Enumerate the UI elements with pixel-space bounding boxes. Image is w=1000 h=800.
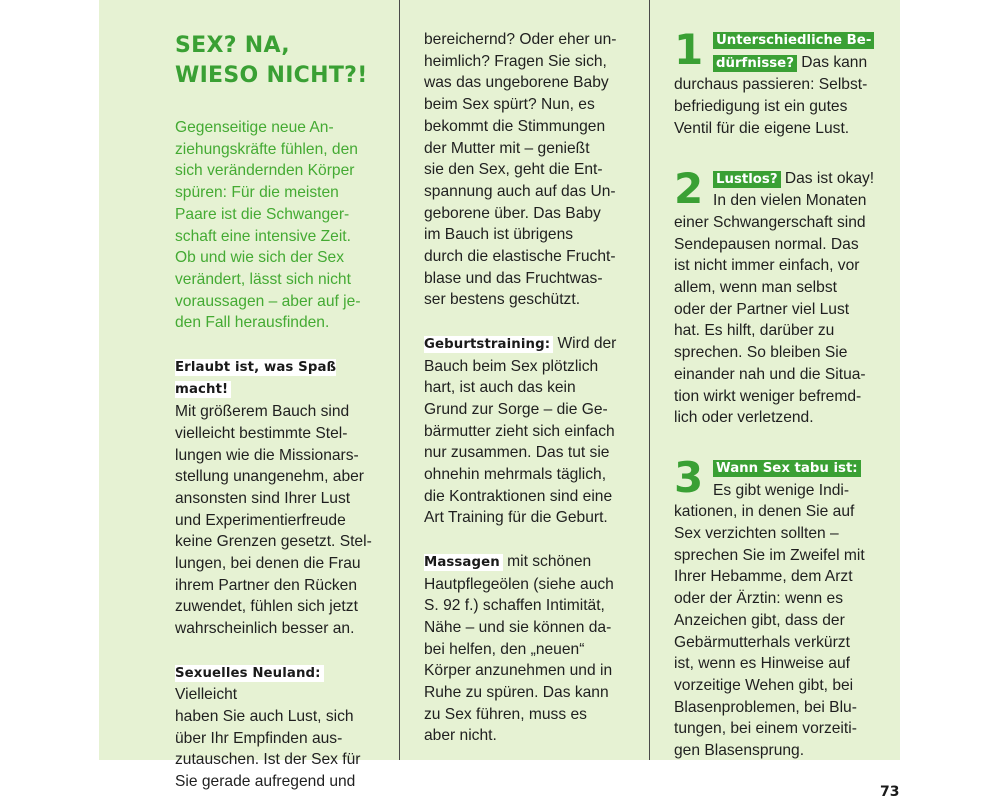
body-line: ansonsten sind Ihrer Lust [175, 489, 351, 507]
body-line: lungen wie die Missionars- [175, 446, 359, 464]
body-line: gen Blasensprung. [674, 742, 805, 760]
paragraph-heading-line [424, 333, 639, 356]
body-line: vorzeitige Wehen gibt, bei [674, 676, 854, 694]
title-line: SEX? NA, [175, 33, 290, 58]
section-label: Wann Sex tabu ist: [713, 460, 861, 477]
paragraph-label: Sexuelles Neuland: [175, 665, 324, 682]
body-line: bei helfen, den „neuen“ [424, 640, 585, 658]
body-line: ist nicht immer einfach, vor [674, 257, 860, 275]
body-line: stellung unangenehm, aber [175, 468, 364, 486]
section-label-line [674, 52, 884, 75]
column-1 [175, 0, 387, 793]
section-label: Lustlos? [713, 171, 781, 188]
body-line: kationen, in denen Sie auf [674, 503, 855, 521]
body-line: im Bauch ist übrigens [424, 226, 574, 244]
body-line: lich oder verletzend. [674, 409, 814, 427]
section-number: 1 [674, 25, 704, 74]
body-line: geborene über. Das Baby [424, 204, 601, 222]
body-line: Gebärmutterhals verkürzt [674, 633, 850, 651]
body-line: ihrem Partner den Rücken [175, 576, 358, 594]
body-line: keine Grenzen gesetzt. Stel- [175, 533, 372, 551]
body-line: Ventil für die eigene Lust. [674, 119, 850, 137]
body-line: der Mutter mit – genießt [424, 139, 590, 157]
body-line: die Kontraktionen sind eine [424, 487, 613, 505]
body-line: Ruhe zu spüren. Das kann [424, 684, 609, 702]
body-line: durchaus passieren: Selbst- [674, 76, 868, 94]
body-line: tungen, bei einem vorzeiti- [674, 720, 857, 738]
body-line: durch die elastische Frucht- [424, 248, 616, 266]
paragraph-label: Massagen [424, 554, 503, 571]
body-line: einander nah und die Situa- [674, 365, 866, 383]
body-text: Das ist okay! [780, 169, 875, 187]
intro-line: ziehungskräfte fühlen, den [175, 140, 358, 158]
paragraph-label: Erlaubt ist, was Spaß macht! [175, 359, 337, 398]
body-line: Blasenproblemen, bei Blu- [674, 698, 857, 716]
body-line: Körper anzunehmen und in [424, 662, 613, 680]
body-line: Anzeichen gibt, dass der [674, 611, 845, 629]
intro-line: spüren: Für die meisten [175, 184, 339, 202]
body-line: Bauch beim Sex plötzlich [424, 357, 599, 375]
paragraph-massagen [424, 551, 639, 747]
body-line: ohnehin mehrmals täglich, [424, 466, 607, 484]
body-line: allem, wenn man selbst [674, 279, 837, 297]
intro-line: voraussagen – aber auf je- [175, 292, 361, 310]
body-line: tion wirkt weniger befremd- [674, 387, 862, 405]
body-line: einer Schwangerschaft sind [674, 213, 866, 231]
body-line: hart, ist auch das kein [424, 379, 576, 397]
intro-paragraph [175, 117, 387, 334]
numbered-section-1 [674, 25, 884, 140]
intro-line: schaft eine intensive Zeit. [175, 227, 351, 245]
section-label-line [674, 168, 884, 191]
intro-line: Gegenseitige neue An- [175, 119, 334, 136]
numbered-section-2 [674, 163, 884, 429]
section-number: 2 [674, 163, 704, 213]
intro-line: sich verändernden Körper [175, 162, 355, 180]
body-line: oder der Partner viel Lust [674, 300, 850, 318]
body-line: S. 92 f.) schaffen Intimität, [424, 597, 605, 615]
body-line: nur zusammen. Das tut sie [424, 444, 610, 462]
body-line: blase und das Fruchtwas- [424, 269, 603, 287]
column-2 [424, 0, 639, 747]
paragraph-continuation [424, 29, 639, 311]
body-line: zuwendet, fühlen sich jetzt [175, 598, 358, 616]
body-line: Sendepausen normal. Das [674, 235, 859, 253]
body-line: befriedigung ist ein gutes [674, 98, 848, 116]
body-line: spannung auch auf das Un- [424, 182, 616, 200]
body-line: sie den Sex, geht die Ent- [424, 161, 603, 179]
section-label-line [674, 29, 884, 52]
page-number: 73 [880, 784, 900, 800]
section-label-line [674, 457, 884, 480]
body-line: was das ungeborene Baby [424, 74, 609, 92]
body-text: mit schönen [502, 552, 592, 570]
body-line: beim Sex spürt? Nun, es [424, 96, 595, 114]
paragraph-label: Geburtstraining: [424, 336, 553, 353]
intro-line: Ob und wie sich der Sex [175, 249, 345, 267]
body-line: heimlich? Fragen Sie sich, [424, 52, 607, 70]
body-line: zu Sex führen, muss es [424, 705, 587, 723]
paragraph-heading-line [175, 662, 387, 706]
section-number: 3 [674, 452, 704, 502]
body-line: Ihrer Hebamme, dem Arzt [674, 568, 853, 586]
column-divider-1 [399, 0, 400, 760]
body-text: Das kann [796, 53, 868, 71]
body-line: Mit größerem Bauch sind [175, 403, 350, 421]
body-line: und Experimentierfreude [175, 511, 346, 529]
body-line: vielleicht bestimmte Stel- [175, 424, 348, 442]
body-text: Wird der [553, 334, 617, 352]
column-divider-2 [649, 0, 650, 760]
body-line: bärmutter zieht sich einfach [424, 422, 615, 440]
body-line: hat. Es hilft, darüber zu [674, 322, 835, 340]
paragraph-heading-line [175, 356, 387, 401]
section-label: dürfnisse? [713, 55, 797, 72]
body-line: zutauschen. Ist der Sex für [175, 751, 361, 769]
intro-line: verändert, lässt sich nicht [175, 270, 351, 288]
intro-line: den Fall herausfinden. [175, 314, 330, 332]
column-3 [674, 0, 884, 762]
numbered-section-3 [674, 452, 884, 762]
body-line: Es gibt wenige Indi- [713, 481, 850, 499]
body-line: wahrscheinlich besser an. [175, 620, 355, 638]
body-line: Art Training für die Geburt. [424, 509, 608, 527]
paragraph-neuland [175, 662, 387, 793]
body-line: über Ihr Empfinden aus- [175, 729, 343, 747]
body-line: Sex verzichten sollten – [674, 525, 839, 543]
body-line: In den vielen Monaten [713, 192, 867, 210]
paragraph-geburtstraining [424, 333, 639, 529]
body-line: ist, wenn es Hinweise auf [674, 655, 850, 673]
body-line: Nähe – und sie können da- [424, 618, 612, 636]
body-line: haben Sie auch Lust, sich [175, 707, 354, 725]
body-line: sprechen. So bleiben Sie [674, 344, 848, 362]
body-line: Hautpflegeölen (siehe auch [424, 575, 614, 593]
body-line: sprechen Sie im Zweifel mit [674, 546, 865, 564]
body-line: Sie gerade aufregend und [175, 773, 356, 791]
body-text: Vielleicht [175, 686, 238, 704]
body-line: oder der Ärztin: wenn es [674, 590, 844, 608]
paragraph-heading-line [424, 551, 639, 574]
intro-line: Paare ist die Schwanger- [175, 205, 350, 223]
article-title [175, 31, 387, 91]
body-line: Grund zur Sorge – die Ge- [424, 400, 608, 418]
body-line: aber nicht. [424, 727, 497, 745]
body-line: bereichernd? Oder eher un- [424, 31, 617, 48]
title-line: WIESO NICHT?! [175, 63, 368, 88]
body-line: ser bestens geschützt. [424, 291, 581, 309]
body-line: lungen, bei denen die Frau [175, 555, 361, 573]
body-line: bekommt die Stimmungen [424, 117, 606, 135]
paragraph-erlaubt [175, 356, 387, 640]
section-label: Unterschiedliche Be- [713, 32, 874, 49]
